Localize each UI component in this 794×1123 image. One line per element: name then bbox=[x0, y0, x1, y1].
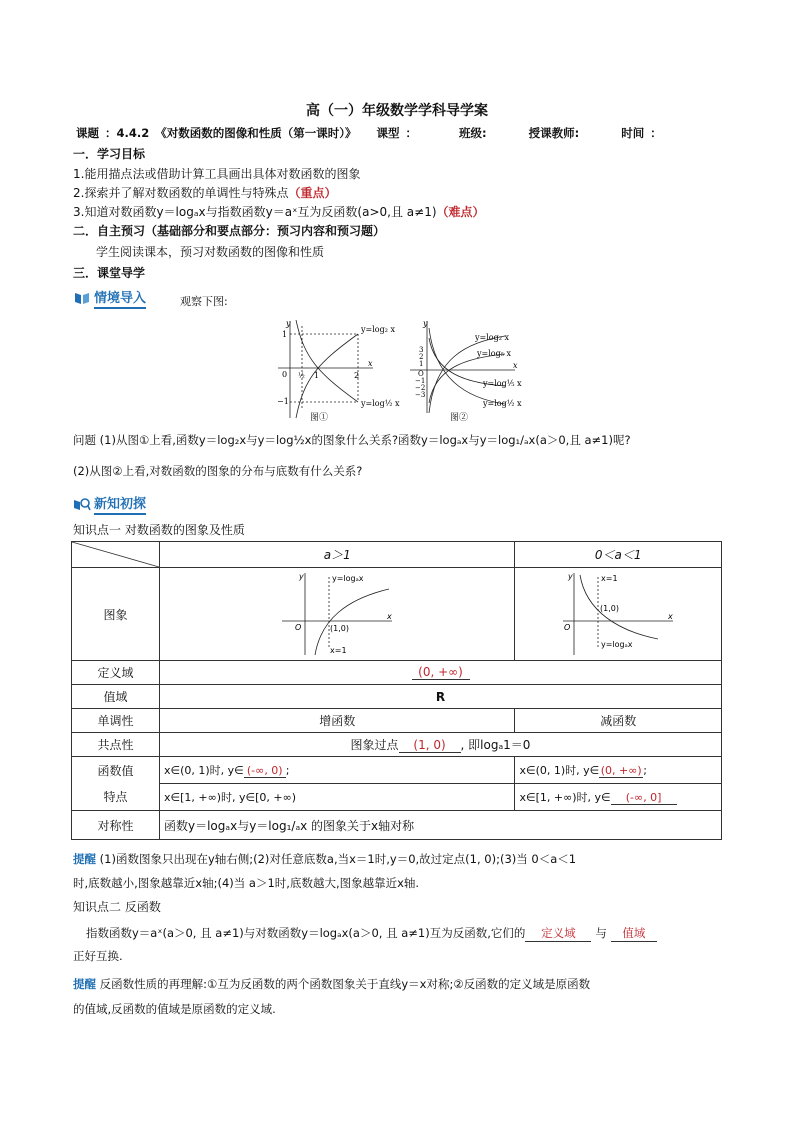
fig1-caption: 图① bbox=[310, 413, 329, 423]
row-range-label: 值域 bbox=[72, 685, 160, 709]
knowledge-point-2: 知识点二 反函数 bbox=[73, 900, 161, 914]
graph-decreasing bbox=[558, 569, 678, 657]
goal-2 bbox=[73, 184, 336, 201]
section-guide-heading: 三．课堂导学 bbox=[73, 266, 146, 280]
svg-text:−1: −1 bbox=[415, 377, 426, 385]
svg-text:(1,0): (1,0) bbox=[330, 623, 350, 633]
mono-decreasing: 减函数 bbox=[515, 709, 722, 733]
fig1-one: 1 bbox=[282, 330, 288, 339]
sym-cell: 函数y＝logₐx与y＝log₁/ₐx 的图象关于x轴对称 bbox=[160, 811, 722, 840]
fig1-one-x: 1 bbox=[314, 371, 320, 380]
row-value-label: 函数值 特点 bbox=[72, 757, 160, 811]
domain-cell bbox=[160, 661, 722, 685]
new-badge-label: 新知初探 bbox=[94, 493, 146, 515]
log-properties-table bbox=[71, 541, 722, 840]
row-mono-label: 单调性 bbox=[72, 709, 160, 733]
graph-increasing bbox=[277, 569, 397, 657]
svg-text:x: x bbox=[387, 611, 392, 621]
inverse-answer-2: 值域 bbox=[611, 925, 657, 942]
row-domain-label: 定义域 bbox=[72, 661, 160, 685]
goal-1: 1.能用描点法或借助计算工具画出具体对数函数的图象 bbox=[73, 167, 361, 181]
class-label: 班级: bbox=[459, 126, 487, 140]
fig2-label-log-half: y=log½ x bbox=[483, 399, 522, 408]
goal-3-text: 3.知道对数函数y＝logₐx与指数函数y＝aˣ互为反函数(a>0,且 a≠1) bbox=[73, 205, 437, 219]
svg-text:y: y bbox=[423, 319, 428, 328]
row-common-label: 共点性 bbox=[72, 733, 160, 757]
fig1-mone: −1 bbox=[277, 397, 289, 406]
header-a-lt-1: 0＜a＜1 bbox=[515, 542, 722, 568]
svg-text:y=logₐx: y=logₐx bbox=[601, 639, 633, 649]
range-cell: R bbox=[160, 685, 722, 709]
fig1-curve-loghalf bbox=[296, 320, 358, 402]
common-cell: 图象过点 (1, 0) , 即logₐ1＝0 bbox=[160, 733, 722, 757]
fig2-caption: 图② bbox=[450, 413, 469, 423]
svg-text:O: O bbox=[295, 622, 302, 632]
fig1-x: x bbox=[368, 359, 373, 368]
fig1-label-top: y=log₂ x bbox=[361, 325, 395, 334]
fig2-label-log-fifth: y=log⅕ x bbox=[483, 379, 522, 388]
question-1: 问题 (1)从图①上看,函数y＝log₂x与y＝log½x的图象什么关系?函数y＝logₐx与y＝log₁/ₐx(a＞0,且 a≠1)呢? bbox=[73, 433, 631, 447]
magnifier-book-icon bbox=[73, 496, 91, 512]
svg-text:O: O bbox=[564, 622, 571, 632]
svg-text:y: y bbox=[299, 571, 304, 581]
fig2-label-log5: y=log₅ x bbox=[477, 349, 511, 358]
graph-a-lt-1 bbox=[515, 568, 722, 661]
book-icon bbox=[73, 290, 91, 306]
preview-text: 学生阅读课本，预习对数函数的图像和性质 bbox=[96, 245, 325, 259]
question-2: (2)从图②上看,对数函数的图象的分布与底数有什么关系? bbox=[73, 464, 363, 478]
value-a-lt-1-row1: x∈(0, 1)时, y∈ (0, +∞) ; bbox=[515, 757, 722, 784]
tip-1-line-2: 时,底数越小,图象越靠近x轴;(4)当 a＞1时,底数越大,图象越靠近x轴. bbox=[73, 876, 420, 890]
svg-text:x: x bbox=[513, 361, 518, 370]
svg-text:3: 3 bbox=[419, 346, 424, 354]
mono-increasing: 增函数 bbox=[160, 709, 515, 733]
section-goals-heading: 一．学习目标 bbox=[73, 147, 146, 161]
lesson-meta bbox=[76, 125, 676, 141]
fig1-label-bottom: y=log½ x bbox=[361, 399, 400, 408]
inverse-line-1: 指数函数y＝aˣ(a＞0, 且 a≠1)与对数函数y＝logₐx(a＞0, 且 a≠1)互为反函数,它们的 定义域 与 值域 bbox=[86, 925, 657, 942]
page-title: 高（一）年级数学学科导学案 bbox=[306, 103, 488, 119]
tip-2-label: 提醒 bbox=[73, 977, 96, 991]
row-sym-label: 对称性 bbox=[72, 811, 160, 840]
goal-2-tag: （重点） bbox=[288, 186, 337, 200]
fig1-two: 2 bbox=[354, 371, 360, 380]
tip-2-line-2: 的值域,反函数的值域是原函数的定义域. bbox=[73, 1002, 276, 1016]
svg-text:−3: −3 bbox=[415, 391, 426, 399]
section-preview-heading: 二．自主预习（基础部分和要点部分：预习内容和预习题） bbox=[73, 224, 386, 238]
intro-badge-label: 情境导入 bbox=[94, 287, 146, 309]
svg-text:−2: −2 bbox=[415, 384, 426, 392]
svg-text:2: 2 bbox=[419, 353, 424, 361]
svg-text:x: x bbox=[668, 611, 673, 621]
graph-a-gt-1 bbox=[160, 568, 515, 661]
goal-3-tag: （难点） bbox=[436, 205, 485, 219]
new-badge bbox=[73, 493, 146, 515]
goal-3 bbox=[73, 203, 485, 220]
topic: 课题 ：4.4.2 《对数函数的图像和性质（第一课时）》 bbox=[76, 126, 357, 140]
inverse-line-2: 正好互换. bbox=[73, 949, 123, 963]
value-a-lt-1-row2: x∈[1, +∞)时, y∈ (-∞, 0] bbox=[515, 784, 722, 811]
tip-1-label: 提醒 bbox=[73, 852, 96, 866]
value-answer-2: (0, +∞) bbox=[600, 764, 642, 777]
svg-text:(1,0): (1,0) bbox=[600, 603, 620, 613]
fig1-curve-log2 bbox=[296, 334, 358, 418]
svg-text:O: O bbox=[418, 370, 424, 378]
domain-answer: (0, +∞) bbox=[412, 665, 470, 680]
fig2-label-log2: y=log₂ x bbox=[475, 333, 509, 342]
goal-2-text: 2.探索并了解对数函数的单调性与特殊点 bbox=[73, 186, 289, 200]
svg-text:1: 1 bbox=[419, 360, 424, 368]
row-graph-label: 图象 bbox=[72, 568, 160, 661]
svg-text:y: y bbox=[568, 571, 573, 581]
header-a-gt-1: a＞1 bbox=[160, 542, 515, 568]
figure-2 bbox=[405, 318, 530, 418]
lesson-type: 课型 ： bbox=[376, 126, 418, 140]
svg-text:x=1: x=1 bbox=[330, 645, 347, 655]
time-label: 时间 ： bbox=[621, 126, 662, 140]
observe-text: 观察下图: bbox=[180, 295, 228, 308]
fig1-y: y bbox=[286, 319, 291, 328]
fig1-zero: 0 bbox=[282, 370, 288, 379]
diag-cell bbox=[72, 542, 160, 568]
value-answer-3: (-∞, 0] bbox=[611, 791, 677, 805]
tip-2-line-1: 提醒 反函数性质的再理解:①互为反函数的两个函数图象关于直线y＝x对称;②反函数的定义域是原函数 bbox=[73, 977, 591, 991]
common-answer: (1, 0) bbox=[399, 738, 461, 753]
value-answer-1: (-∞, 0) bbox=[244, 764, 286, 778]
value-a-gt-1-row2: x∈[1, +∞)时, y∈[0, +∞) bbox=[160, 784, 515, 811]
fig1-half: ½ bbox=[298, 372, 305, 380]
intro-badge bbox=[73, 287, 146, 309]
inverse-answer-1: 定义域 bbox=[525, 925, 591, 942]
teacher-label: 授课教师: bbox=[528, 126, 580, 140]
knowledge-point-1: 知识点一 对数函数的图象及性质 bbox=[73, 523, 245, 537]
value-a-gt-1-row1: x∈(0, 1)时, y∈ (-∞, 0) ; bbox=[160, 757, 515, 784]
svg-text:y=logₐx: y=logₐx bbox=[332, 573, 364, 583]
svg-text:x=1: x=1 bbox=[601, 573, 618, 583]
tip-1-line-1: 提醒 (1)函数图象只出现在y轴右侧;(2)对任意底数a,当x＝1时,y＝0,故过定点(1, 0);(3)当 0＜a＜1 bbox=[73, 852, 577, 866]
